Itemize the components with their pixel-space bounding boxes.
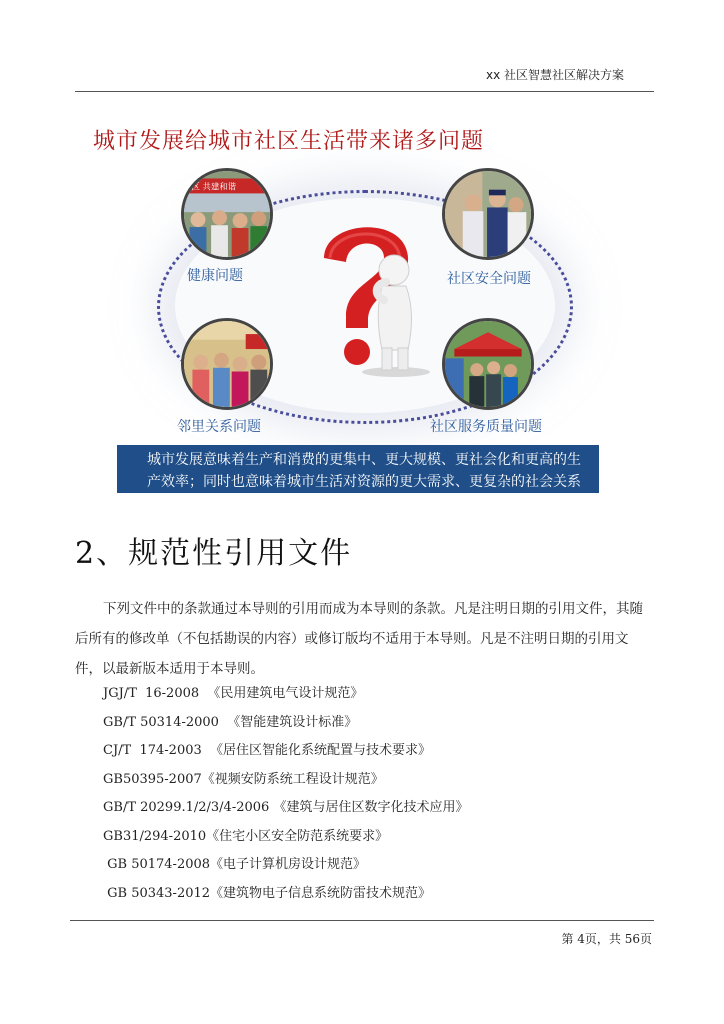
- header-title: xx 社区智慧社区解决方案: [485, 68, 624, 82]
- reference-item: GB31/294-2010《住宅小区安全防范系统要求》: [103, 828, 389, 844]
- health-issue-photo: [181, 168, 273, 260]
- issue-label-neighbor: 邻里关系问题: [177, 419, 261, 435]
- security-issue-photo: [442, 168, 534, 260]
- figure-caption-banner: 城市发展意味着生产和消费的更集中、更大规模、更社会化和更高的生产效率；同时也意味着城市生活对资源的更大需求、更复杂的社会关系等。: [117, 445, 599, 493]
- page-number: 第 4页，共 56页: [561, 932, 652, 946]
- question-mark-figure-icon: [296, 200, 446, 380]
- reference-item: GB 50174-2008《电子计算机房设计规范》: [103, 857, 367, 872]
- reference-item: GB/T 20299.1/2/3/4-2006 《建筑与居住区数字化技术应用》: [103, 800, 469, 815]
- neighbor-issue-photo: [181, 318, 273, 410]
- reference-item: CJ/T 174-2003 《居住区智能化系统配置与技术要求》: [103, 743, 432, 758]
- service-issue-photo: [442, 318, 534, 410]
- reference-item: JGJ/T 16-2008 《民用建筑电气设计规范》: [103, 686, 364, 701]
- figure-title: 城市发展给城市社区生活带来诸多问题: [93, 129, 485, 154]
- issue-label-health: 健康问题: [187, 268, 243, 284]
- header-divider: [75, 91, 654, 92]
- reference-list: [103, 680, 468, 908]
- issue-label-service: 社区服务质量问题: [430, 419, 542, 435]
- reference-item: GB/T 50314-2000 《智能建筑设计标准》: [103, 714, 358, 730]
- photo-sign-text: 区 共建和谐: [191, 181, 237, 192]
- footer-divider: [70, 920, 654, 921]
- section-paragraph: 下列文件中的条款通过本导则的引用而成为本导则的条款。凡是注明日期的引用文件，其随后所有的修改单（不包括勘误的内容）或修订版均不适用于本导则。凡是不注明日期的引用文件，以最新版本适用于本导则。: [75, 601, 643, 677]
- section-heading: 2、规范性引用文件: [75, 536, 353, 571]
- reference-item: GB50395-2007《视频安防系统工程设计规范》: [103, 771, 384, 787]
- issue-label-security: 社区安全问题: [447, 271, 531, 287]
- reference-item: GB 50343-2012《建筑物电子信息系统防雷技术规范》: [103, 885, 432, 901]
